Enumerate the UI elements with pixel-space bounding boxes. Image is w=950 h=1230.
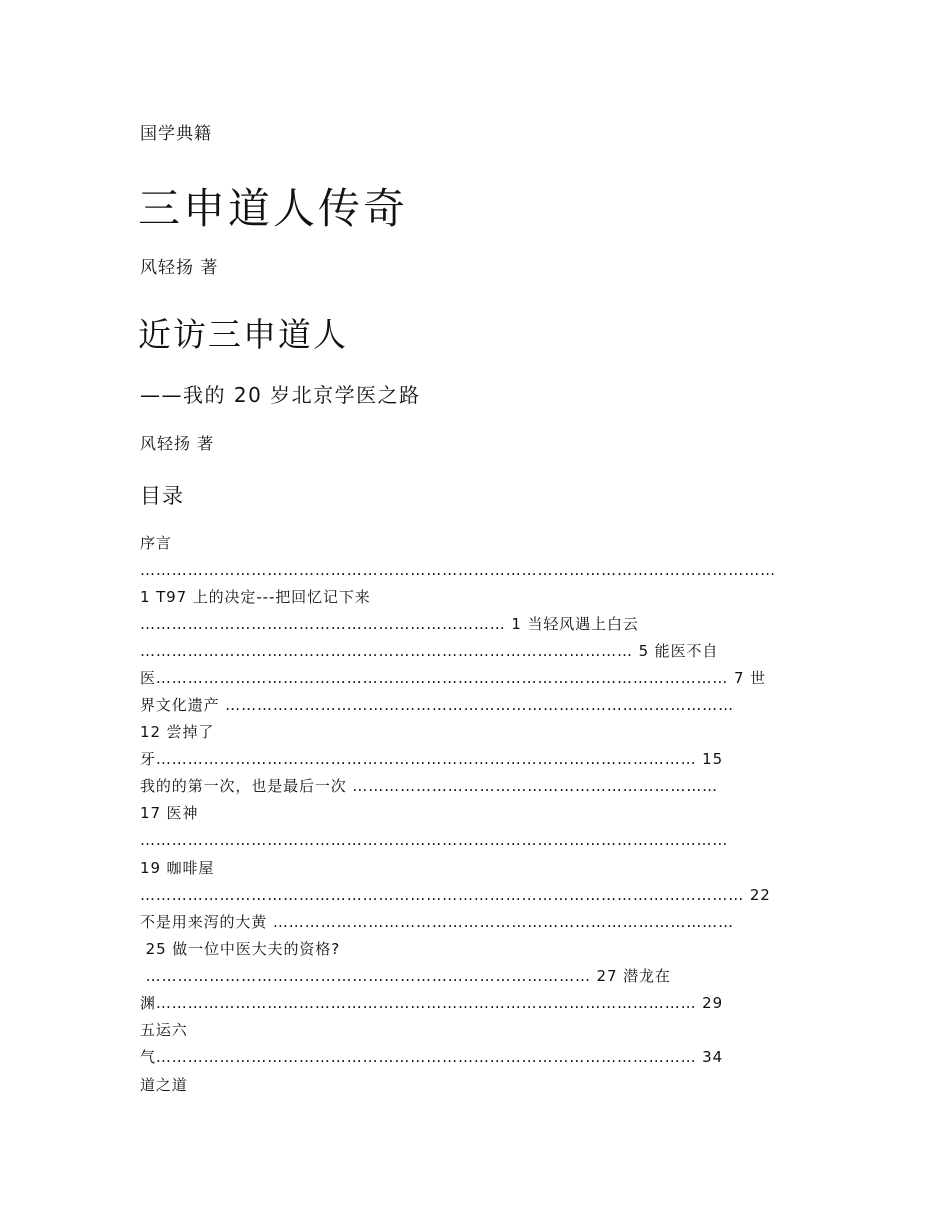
toc-line: 17 医神 bbox=[140, 804, 199, 822]
toc-line: 牙………………………………………………………………………………………… 15 bbox=[140, 750, 724, 768]
toc-line: 界文化遗产 …………………………………………………………………………………… bbox=[140, 696, 734, 714]
toc-line: …………………………………………………………………………………………………… 22 bbox=[140, 886, 771, 904]
toc-line: 医……………………………………………………………………………………………… 7 世 bbox=[140, 669, 766, 687]
toc-line: ………………………………………………………………………………… 5 能医不自 bbox=[140, 642, 719, 660]
toc-line: 1 T97 上的决定---把回忆记下来 bbox=[140, 588, 371, 606]
toc-line: 19 咖啡屋 bbox=[140, 859, 215, 877]
toc-line: …………………………………………………………… 1 当轻风遇上白云 bbox=[140, 615, 639, 633]
toc-line: 不是用来泻的大黄 …………………………………………………………………………… bbox=[140, 913, 734, 931]
toc-line: 道之道 bbox=[140, 1076, 188, 1094]
toc-line: 我的的第一次，也是最后一次 …………………………………………………………… bbox=[140, 777, 719, 795]
toc-line: 25 做一位中医大夫的资格? bbox=[140, 940, 341, 958]
toc-line: 12 尝掉了 bbox=[140, 723, 215, 741]
toc-line: 序言 bbox=[140, 534, 172, 552]
toc-line: 渊………………………………………………………………………………………… 29 bbox=[140, 994, 724, 1012]
toc-line: 气………………………………………………………………………………………… 34 bbox=[140, 1048, 724, 1066]
toc-line: 五运六 bbox=[140, 1021, 188, 1039]
subtitle: ——我的 20 岁北京学医之路 bbox=[140, 383, 421, 407]
toc-heading: 目录 bbox=[140, 484, 184, 508]
toc-line: ………………………………………………………………………………………………… bbox=[140, 831, 729, 849]
section-title: 近访三申道人 bbox=[138, 315, 348, 354]
author-line: 风轻扬 著 bbox=[140, 258, 219, 278]
author-line-secondary: 风轻扬 著 bbox=[140, 434, 215, 453]
category-label: 国学典籍 bbox=[140, 124, 212, 144]
toc-line: ………………………………………………………………………… 27 潜龙在 bbox=[140, 967, 671, 985]
main-title: 三申道人传奇 bbox=[138, 184, 409, 233]
toc-line: ………………………………………………………………………………………………………… bbox=[140, 561, 776, 579]
